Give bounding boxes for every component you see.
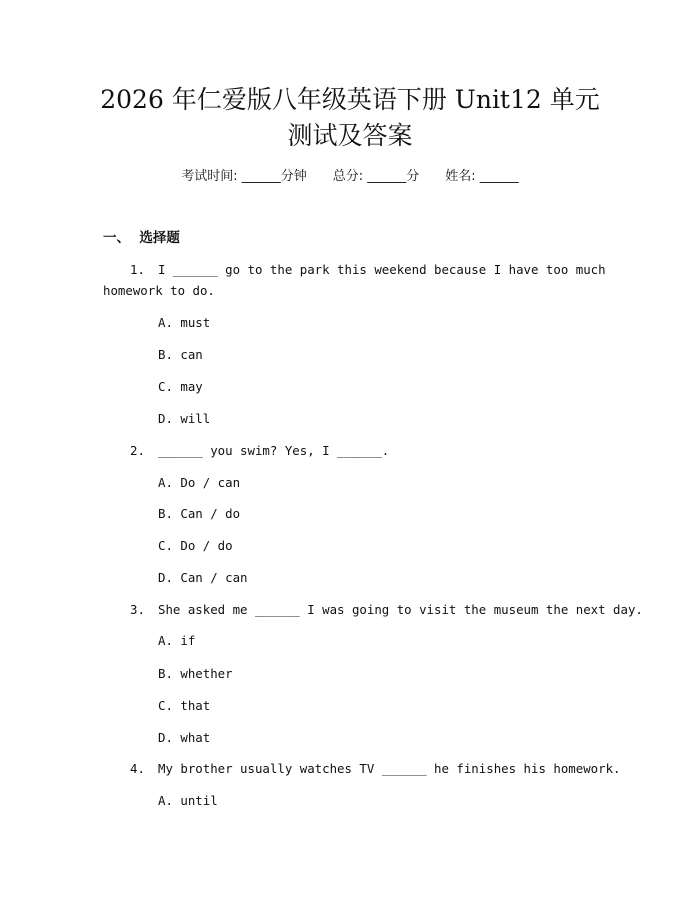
question-2-option-d: D. Can / can <box>158 570 248 585</box>
question-2-option-b: B. Can / do <box>158 506 241 521</box>
question-2-text: ______ you swim? Yes, I ______. <box>158 443 390 458</box>
question-4-number: 4. <box>130 761 145 776</box>
question-1-text: I ______ go to the park this weekend because I have too much <box>158 262 606 277</box>
question-4-option-a: A. until <box>158 793 218 808</box>
question-3-option-d: D. what <box>158 730 211 745</box>
question-1-option-c: C. may <box>158 379 203 394</box>
question-1-text-continued: homework to do. <box>103 283 215 298</box>
document-title-line-1: 2026 年仁爱版八年级英语下册 Unit12 单元 <box>100 85 600 114</box>
question-1-option-b: B. can <box>158 347 203 362</box>
document-title-line-2: 测试及答案 <box>287 121 413 150</box>
question-3-number: 3. <box>130 602 145 617</box>
exam-info-line <box>0 168 700 186</box>
question-1-number: 1. <box>130 262 145 277</box>
total-score-field: 总分: ______分 <box>332 169 420 184</box>
question-3-option-a: A. if <box>158 633 196 648</box>
question-2-number: 2. <box>130 443 145 458</box>
student-name-field: 姓名: ______ <box>445 169 519 184</box>
question-2-option-a: A. Do / can <box>158 475 241 490</box>
question-3-option-c: C. that <box>158 698 211 713</box>
question-1-option-d: D. will <box>158 411 211 426</box>
exam-time-field: 考试时间: ______分钟 <box>181 169 307 184</box>
question-1-option-a: A. must <box>158 315 211 330</box>
question-2-option-c: C. Do / do <box>158 538 233 553</box>
question-4-text: My brother usually watches TV ______ he finishes his homework. <box>158 761 621 776</box>
question-3-option-b: B. whether <box>158 666 233 681</box>
section-heading-multiple-choice: 一、 选择题 <box>103 230 180 246</box>
question-3-text: She asked me ______ I was going to visit the museum the next day. <box>158 602 643 617</box>
